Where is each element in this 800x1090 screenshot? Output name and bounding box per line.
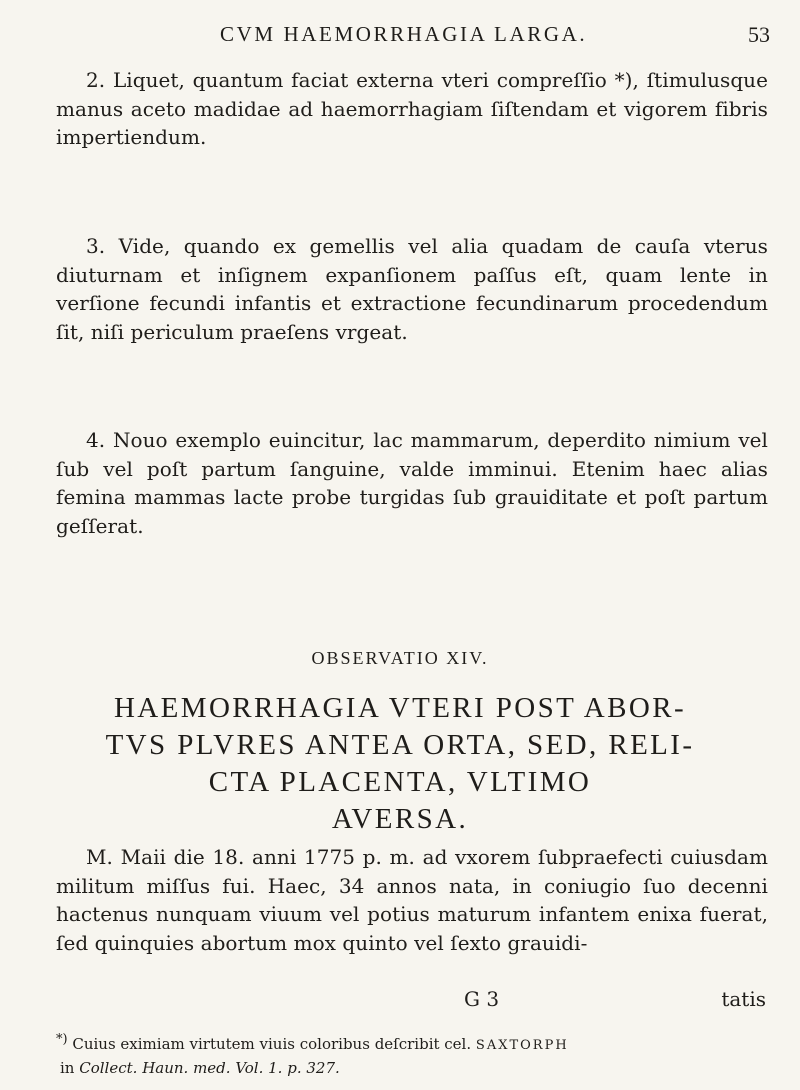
footnote-mark: *) (56, 1032, 68, 1047)
observation-body: M. Maii die 18. anni 1775 p. m. ad vxorem ſubpraefecti cuiusdam militum miſſus fui. Haec, 34 annos nata, in coniugio ſuo decenni hactenus nunquam viuum vel potius maturum infantem enixa fuerat, ſed quinquies abortum mox quinto vel ſexto grauidi- (56, 845, 768, 955)
footnote-in: in (60, 1059, 75, 1077)
running-head (0, 22, 800, 52)
signature-mark: G 3 (464, 987, 500, 1011)
paragraph-2: 2. Liquet, quantum faciat externa vteri compreſſio *), ſtimulusque manus aceto madidae ad haemorrhagiam ſiſtendam et vigorem fibris impertiendum. (56, 68, 768, 149)
footnote-author: SAXTORPH (475, 1038, 569, 1053)
observation-title-line: HAEMORRHAGIA VTERI POST ABOR- (113, 692, 687, 724)
page-number: 53 (748, 22, 770, 47)
paragraph-4: 4. Nouo exemplo euincitur, lac mammarum, deperdito nimium vel ſub vel poſt partum ſanguine, valde imminui. Etenim haec alias femina mammas lacte probe turgidas ſub grauiditate et poſt partum geſſerat. (56, 428, 768, 538)
footnote-text: Cuius eximiam virtutem viuis coloribus deſcribit cel. (72, 1035, 472, 1053)
footnote (56, 1029, 768, 1079)
observation-title-line: TVS PLVRES ANTEA ORTA, SED, RELI- (105, 729, 695, 761)
footnote-line-1 (56, 1029, 768, 1057)
observation-label: OBSERVATIO XIV. (311, 648, 489, 668)
observation-title (36, 690, 764, 838)
catchline (0, 987, 800, 1017)
footnote-line-2 (56, 1057, 768, 1079)
running-title: CVM HAEMORRHAGIA LARGA. (220, 22, 588, 46)
catchword: tatis (721, 987, 766, 1011)
paragraph-3: 3. Vide, quando ex gemellis vel alia quadam de cauſa vterus diuturnam et inſignem expanſionem paſſus eſt, quam lente in verſione fecundi infantis et extractione fecundinarum procedendum ſit, niſi periculum praeſens vrgeat. (56, 234, 768, 344)
footnote-citation: Collect. Haun. med. Vol. 1. p. 327. (79, 1059, 340, 1077)
observation-title-line: CTA PLACENTA, VLTIMO (208, 766, 592, 798)
observation-title-line: AVERSA. (331, 803, 469, 835)
